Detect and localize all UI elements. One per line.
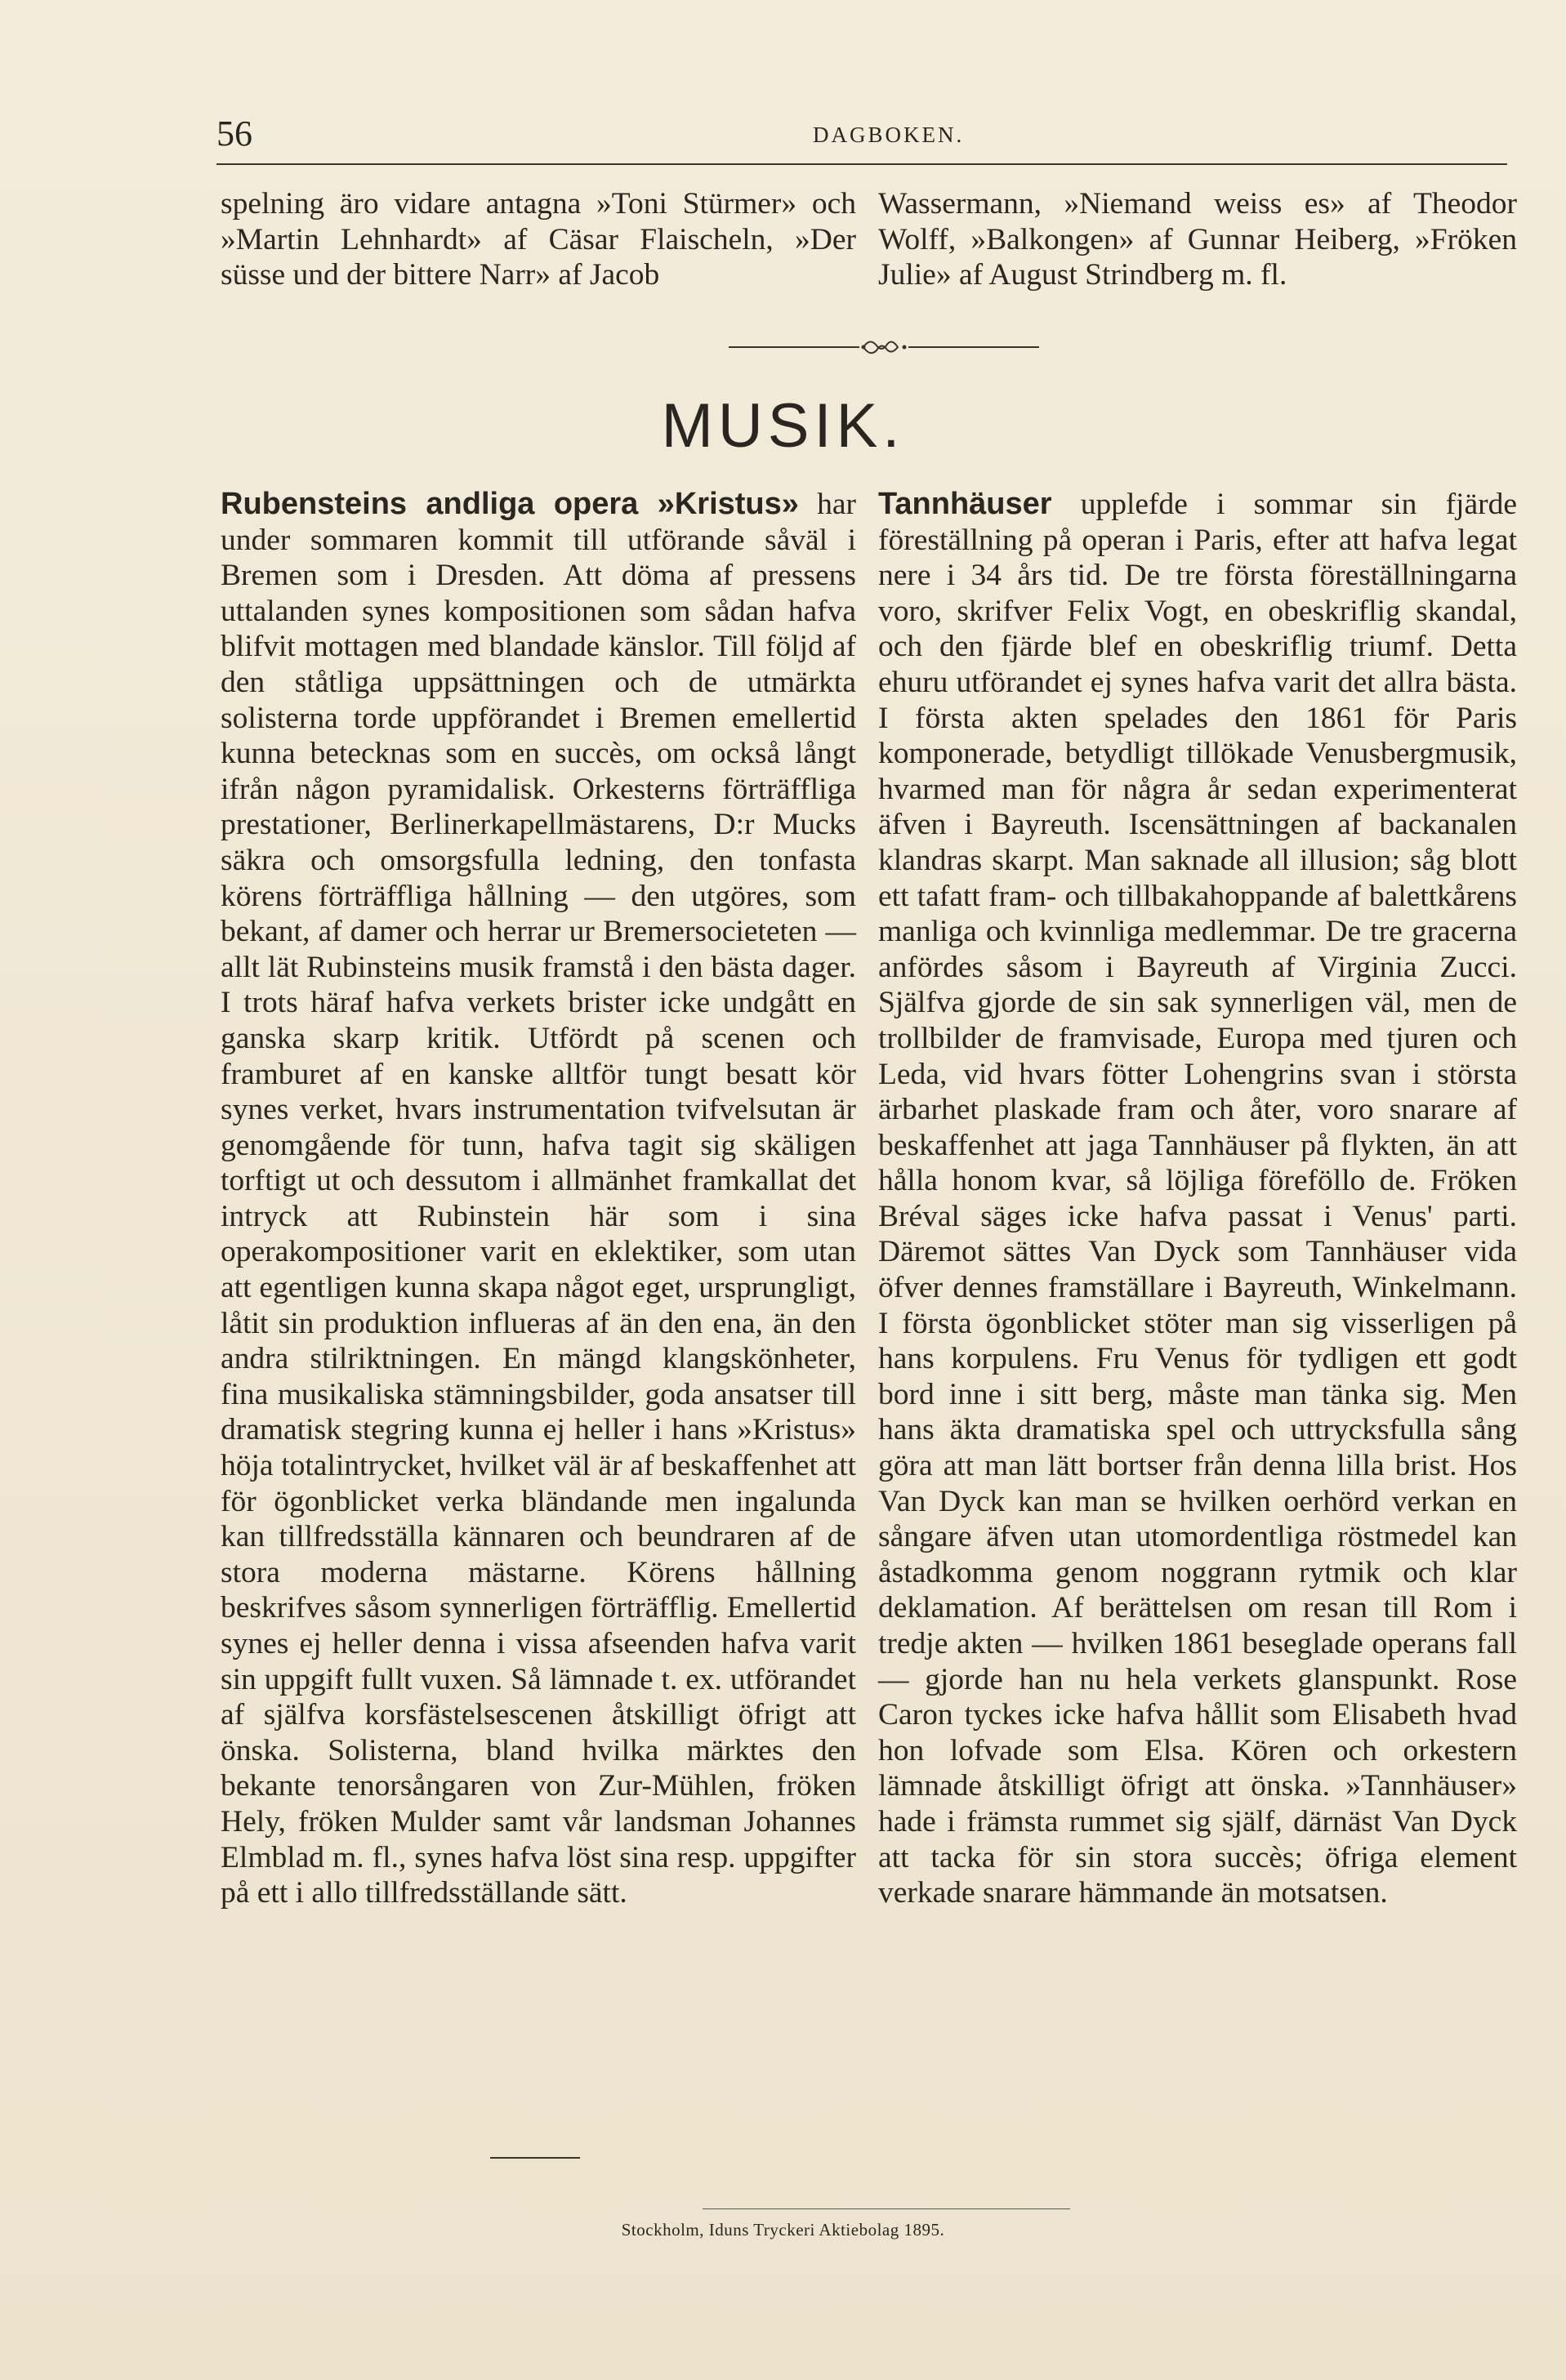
printer-imprint: Stockholm, Iduns Tryckeri Aktiebolag 1895. — [621, 2220, 945, 2240]
article-tannhauser — [878, 487, 1517, 1911]
page-header — [216, 113, 1507, 162]
article-rubinstein-lead: Rubensteins andliga opera »Kristus» — [221, 487, 799, 521]
section-title: MUSIK. — [661, 391, 905, 461]
article-rubinstein-body — [221, 487, 856, 1911]
article-rubinstein-text: har under sommaren kommit till utförande såväl i Bremen som i Dresden. Att döma af pressens uttalanden synes kompositionen som sådan hafva blifvit mottagen med blandade känslor. Till följd af den ståtliga uppsättningen och de utmärkta solisterna torde uppförandet i Bremen emellertid kunna betecknas som en succès, om också långt ifrån någon pyramidalisk. Orkesterns förträffliga prestationer, Berlinerkapellmästarens, D:r Mucks säkra och omsorgsfulla ledning, den tonfasta körens förträffliga hållning — den utgöres, som bekant, af damer och herrar ur Bremersocieteten — allt lät Rubinsteins musik framstå i den bästa dager. I trots häraf hafva verkets brister icke undgått en ganska skarp kritik. Utfördt på scenen och framburet af en kanske alltför tungt besatt kör synes verket, hvars instrumentation tvifvelsutan är genomgående för tunn, hafva tagit sig skäligen torftigt ut och dessutom i allmänhet framkallat det intryck att Rubinstein här som i sina operakompositioner varit en eklektiker, som utan att egentligen kunna skapa något eget, ursprungligt, låtit sin produktion influeras af än den ena, än den andra stilriktningen. En mängd klangskönheter, fina musikaliska stämningsbilder, goda ansatser till dramatisk stegring kunna ej heller i hans »Kristus» höja totalintrycket, hvilket väl är af beskaffenhet att för ögonblicket verka bländande men ingalunda kan tillfredsställa kännaren och beundraren af de stora moderna mästarne. Körens hållning beskrifves såsom synnerligen förträfflig. Emellertid synes ej heller denna i vissa afseenden hafva varit sin uppgift fullt vuxen. Så lämnade t. ex. utförandet af själfva korsfästelsescenen åtskilligt öfrigt att önska. Solisterna, bland hvilka märktes den bekante tenorsångaren von Zur-Mühlen, fröken Hely, fröken Mulder samt vår landsman Johannes Elmblad m. fl., synes hafva löst sina resp. uppgifter på ett i allo tillfredsställande sätt. — [221, 488, 856, 1910]
continuation-left — [221, 186, 856, 293]
header-rule — [216, 163, 1507, 165]
imprint-rule — [703, 2208, 1070, 2209]
article-rubinstein — [221, 487, 856, 1911]
section-divider-ornament — [729, 335, 1039, 359]
page-number: 56 — [216, 114, 252, 154]
article-tannhauser-lead: Tannhäuser — [878, 487, 1052, 521]
running-head: DAGBOKEN. — [813, 123, 965, 147]
article-end-rule — [490, 2157, 580, 2159]
continuation-right-text: Wassermann, »Niemand weiss es» af Theodor Wolff, »Balkongen» af Gunnar Heiberg, »Fröken Julie» af August Strindberg m. fl. — [878, 187, 1517, 292]
continuation-right — [878, 186, 1517, 293]
article-tannhauser-body — [878, 487, 1517, 1911]
article-tannhauser-text: upplefde i sommar sin fjärde föreställning på operan i Paris, efter att hafva legat nere i 34 års tid. De tre första föreställningarna voro, skrifver Felix Vogt, en obeskriflig skandal, och den fjärde blef en obeskriflig triumf. Detta ehuru utförandet ej synes hafva varit det allra bästa. I första akten spelades den 1861 för Paris komponerade, betydligt tillökade Venusbergmusik, hvarmed man för några år sedan experimenterat äfven i Bayreuth. Iscensättningen af backanalen klandras skarpt. Man saknade all illusion; såg blott ett tafatt fram- och tillbakahoppande af balettkårens manliga och kvinnliga medlemmar. De tre gracerna anfördes såsom i Bayreuth af Virginia Zucci. Själfva gjorde de sin sak synnerligen väl, men de trollbilder de framvisade, Europa med tjuren och Leda, vid hvars fötter Lohengrins svan i största ärbarhet plaskade fram och åter, voro snarare af beskaffenhet att jaga Tannhäuser på flykten, än att hålla honom kvar, så löjliga föreföllo de. Fröken Bréval säges icke hafva passat i Venus' parti. Däremot sättes Van Dyck som Tannhäuser vida öfver dennes framställare i Bayreuth, Winkelmann. I första ögonblicket stöter man sig visserligen på hans korpulens. Fru Venus för tydligen ett godt bord inne i sitt berg, måste man tänka sig. Men hans äkta dramatiska spel och uttrycksfulla sång göra att man lätt bortser från denna lilla brist. Hos Van Dyck kan man se hvilken oerhörd verkan en sångare äfven utan utomordentliga röstmedel kan åstadkomma genom noggrann rytmik och klar deklamation. Af berättelsen om resan till Rom i tredje akten — hvilken 1861 beseglade operans fall — gjorde han nu hela verkets glanspunkt. Rose Caron tyckes icke hafva hållit som Elisabeth hvad hon lofvade som Elsa. Kören och orkestern lämnade åtskilligt öfrigt att önska. »Tannhäuser» hade i främsta rummet sig själf, därnäst Van Dyck att tacka för sin stora succès; öfriga element verkade snarare hämmande än motsatsen. — [878, 488, 1517, 1910]
continuation-left-text: spelning äro vidare antagna »Toni Stürmer» och »Martin Lehnhardt» af Cäsar Flaischeln, »Der süsse und der bittere Narr» af Jacob — [221, 187, 856, 292]
